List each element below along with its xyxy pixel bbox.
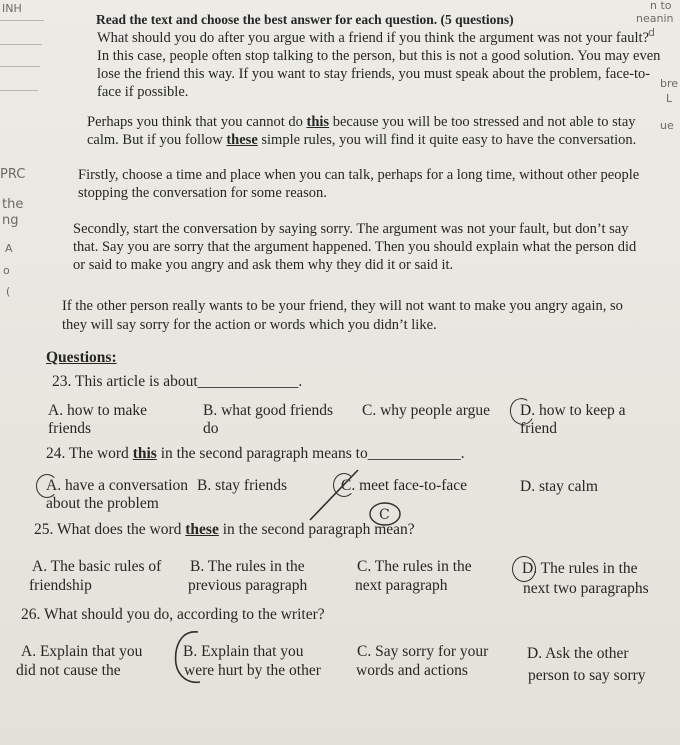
- option-a: friends: [48, 420, 92, 437]
- highlighted-word: this: [132, 445, 157, 462]
- margin-fragment: bre: [660, 77, 679, 90]
- margin-fragment: (: [6, 285, 11, 298]
- option-a: about the problem: [46, 495, 159, 512]
- margin-rule: [0, 66, 40, 67]
- margin-fragment: PRC: [0, 167, 26, 182]
- passage-line: What should you do after you argue with a friend if you think the argument was not your fault?: [97, 30, 649, 46]
- option-b[interactable]: B. stay friends: [197, 477, 287, 494]
- option-c[interactable]: C. The rules in the: [357, 558, 472, 575]
- margin-fragment: the: [2, 197, 24, 212]
- highlighted-word: these: [226, 132, 258, 148]
- question-stem: 24. The word this in the second paragraph means to____________.: [46, 445, 465, 462]
- option-d: person to say sorry: [528, 667, 646, 684]
- question-stem: 23. This article is about_____________.: [52, 373, 303, 390]
- margin-fragment: ng: [2, 213, 19, 228]
- passage-line: stopping the conversation for some reason.: [78, 185, 327, 201]
- option-a: friendship: [29, 577, 92, 594]
- passage-line: Firstly, choose a time and place when you can talk, perhaps for a long time, without other people: [78, 167, 640, 183]
- answer-circle: [36, 474, 58, 498]
- answer-circle: [170, 628, 210, 688]
- passage-line: they will say sorry for the action or words which you didn’t like.: [62, 317, 437, 333]
- option-a[interactable]: A. The basic rules of: [32, 558, 162, 575]
- passage-line: If the other person really wants to be your friend, they will not want to make you angry again, so: [62, 298, 623, 314]
- margin-fragment: L: [666, 92, 673, 105]
- option-c: next paragraph: [355, 577, 448, 594]
- passage-line: Secondly, start the conversation by saying sorry. The argument was not your fault, but don’t say: [73, 221, 629, 237]
- option-d[interactable]: D. how to keep a: [520, 402, 626, 419]
- question-stem: 26. What should you do, according to the writer?: [21, 606, 325, 623]
- pen-mark: [300, 458, 420, 528]
- passage-line: that. Say you are sorry that the argument happened. Then you should explain what the person did: [73, 239, 637, 255]
- option-d: friend: [520, 420, 558, 437]
- option-b: were hurt by the other: [184, 662, 321, 679]
- option-d: next two paragraphs: [523, 580, 649, 597]
- option-a[interactable]: A. how to make: [48, 402, 148, 419]
- margin-fragment: d: [648, 26, 655, 39]
- passage-line: Perhaps you think that you cannot do this because you will be too stressed and not able to stay: [87, 114, 636, 130]
- option-b: previous paragraph: [188, 577, 308, 594]
- margin-fragment: n to: [650, 0, 672, 12]
- question-stem: 25. What does the word these in the second paragraph mean?: [34, 521, 415, 538]
- handwritten-note: C: [379, 507, 390, 523]
- margin-fragment: o: [3, 264, 10, 277]
- margin-rule: [0, 44, 42, 45]
- highlighted-word: these: [185, 521, 219, 538]
- option-b[interactable]: B. The rules in the: [190, 558, 305, 575]
- margin-fragment: ue: [660, 119, 674, 132]
- highlighted-word: this: [306, 114, 330, 130]
- option-c[interactable]: C. why people argue: [362, 402, 490, 419]
- option-c: words and actions: [356, 662, 468, 679]
- margin-fragment: neanin: [636, 12, 674, 25]
- option-d[interactable]: D. stay calm: [520, 478, 598, 495]
- passage-line: calm. But if you follow these simple rules, you will find it quite easy to have the conversation.: [87, 132, 637, 148]
- instructions: Read the text and choose the best answer for each question. (5 questions): [96, 12, 514, 27]
- option-c[interactable]: C. Say sorry for your: [357, 643, 489, 660]
- margin-fragment: A: [5, 242, 13, 255]
- margin-rule: [0, 90, 38, 91]
- passage-line: or said to make you angry and ask them why they did it or said it.: [73, 257, 454, 273]
- margin-rule: [0, 20, 44, 21]
- passage-line: lose the friend this way. If you want to stay friends, you must speak about the problem, face-to-: [97, 66, 651, 82]
- margin-fragment: INH: [2, 2, 22, 15]
- option-c[interactable]: C. meet face-to-face: [341, 477, 468, 494]
- option-b[interactable]: B. Explain that you: [183, 643, 304, 660]
- passage-line: face if possible.: [97, 84, 189, 100]
- option-a: did not cause the: [16, 662, 121, 679]
- option-a[interactable]: A. Explain that you: [21, 643, 143, 660]
- passage-line: In this case, people often stop talking to the person, but this is not a good solution. You may even: [97, 48, 661, 64]
- option-b[interactable]: B. what good friends: [203, 402, 334, 419]
- answer-circle: [512, 556, 536, 582]
- option-b: do: [203, 420, 219, 437]
- option-a[interactable]: A. have a conversation: [46, 477, 189, 494]
- questions-heading: Questions:: [46, 349, 117, 366]
- option-d[interactable]: D. The rules in the: [522, 560, 638, 577]
- option-d[interactable]: D. Ask the other: [527, 645, 629, 662]
